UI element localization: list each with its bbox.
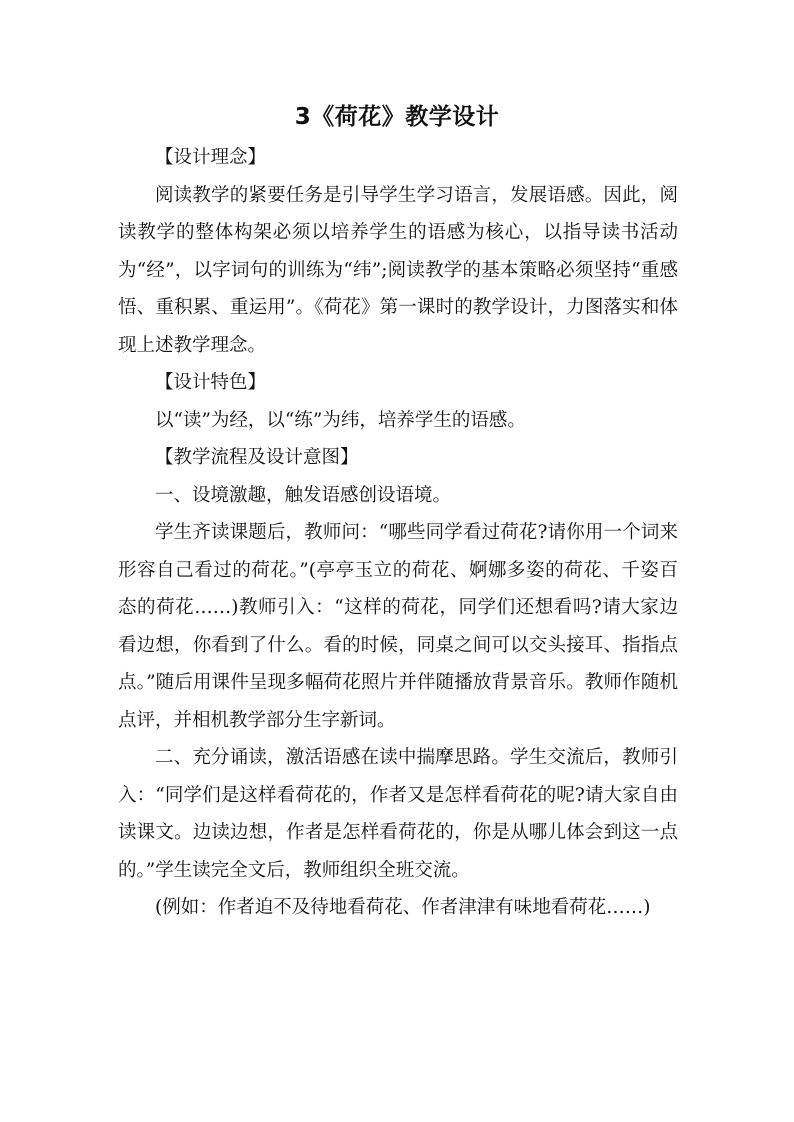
- paragraph-example: (例如：作者迫不及待地看荷花、作者津津有味地看荷花……): [155, 897, 651, 918]
- section-heading-teaching-process: 【教学流程及设计意图】: [155, 447, 359, 468]
- document-body: [118, 139, 678, 927]
- paragraph-design-concept: 阅读教学的紧要任务是引导学生学习语言，发展语感。因此，阅读教学的整体构架必须以培养学生的语感为核心，以指导读书活动为“经”，以字词句的训练为“纬”;阅读教学的基本策略必须坚持“重感悟、重积累、重运用”。《荷花》第一课时的教学设计，力图落实和体现上述教学理念。: [118, 184, 678, 356]
- document-title: 3《荷花》教学设计: [294, 104, 500, 130]
- paragraph-design-features: 以“读”为经，以“练”为纬，培养学生的语感。: [155, 409, 526, 431]
- paragraph-step-one-body: 学生齐读课题后，教师问：“哪些同学看过荷花?请你用一个词来形容自己看过的荷花。”(亭亭玉立的荷花、婀娜多姿的荷花、千姿百态的荷花……)教师引入：“这样的荷花，同学们还想看吗?请大家边看边想，你看到了什么。看的时候，同桌之间可以交头接耳、指指点点。”随后用课件呈现多幅荷花照片并伴随播放背景音乐。教师作随机点评，并相机教学部分生字新词。: [118, 522, 678, 731]
- section-heading-design-features: 【设计特色】: [155, 372, 267, 393]
- paragraph-step-two: 二、充分诵读，激活语感在读中揣摩思路。学生交流后，教师引入：“同学们是这样看荷花的，作者又是怎样看荷花的呢?请大家自由读课文。边读边想，作者是怎样看荷花的，你是从哪儿体会到这一点的。”学生读完全文后，教师组织全班交流。: [118, 747, 678, 881]
- section-heading-design-concept: 【设计理念】: [155, 147, 267, 168]
- paragraph-step-one-heading: 一、设境激趣，触发语感创设语境。: [155, 484, 452, 506]
